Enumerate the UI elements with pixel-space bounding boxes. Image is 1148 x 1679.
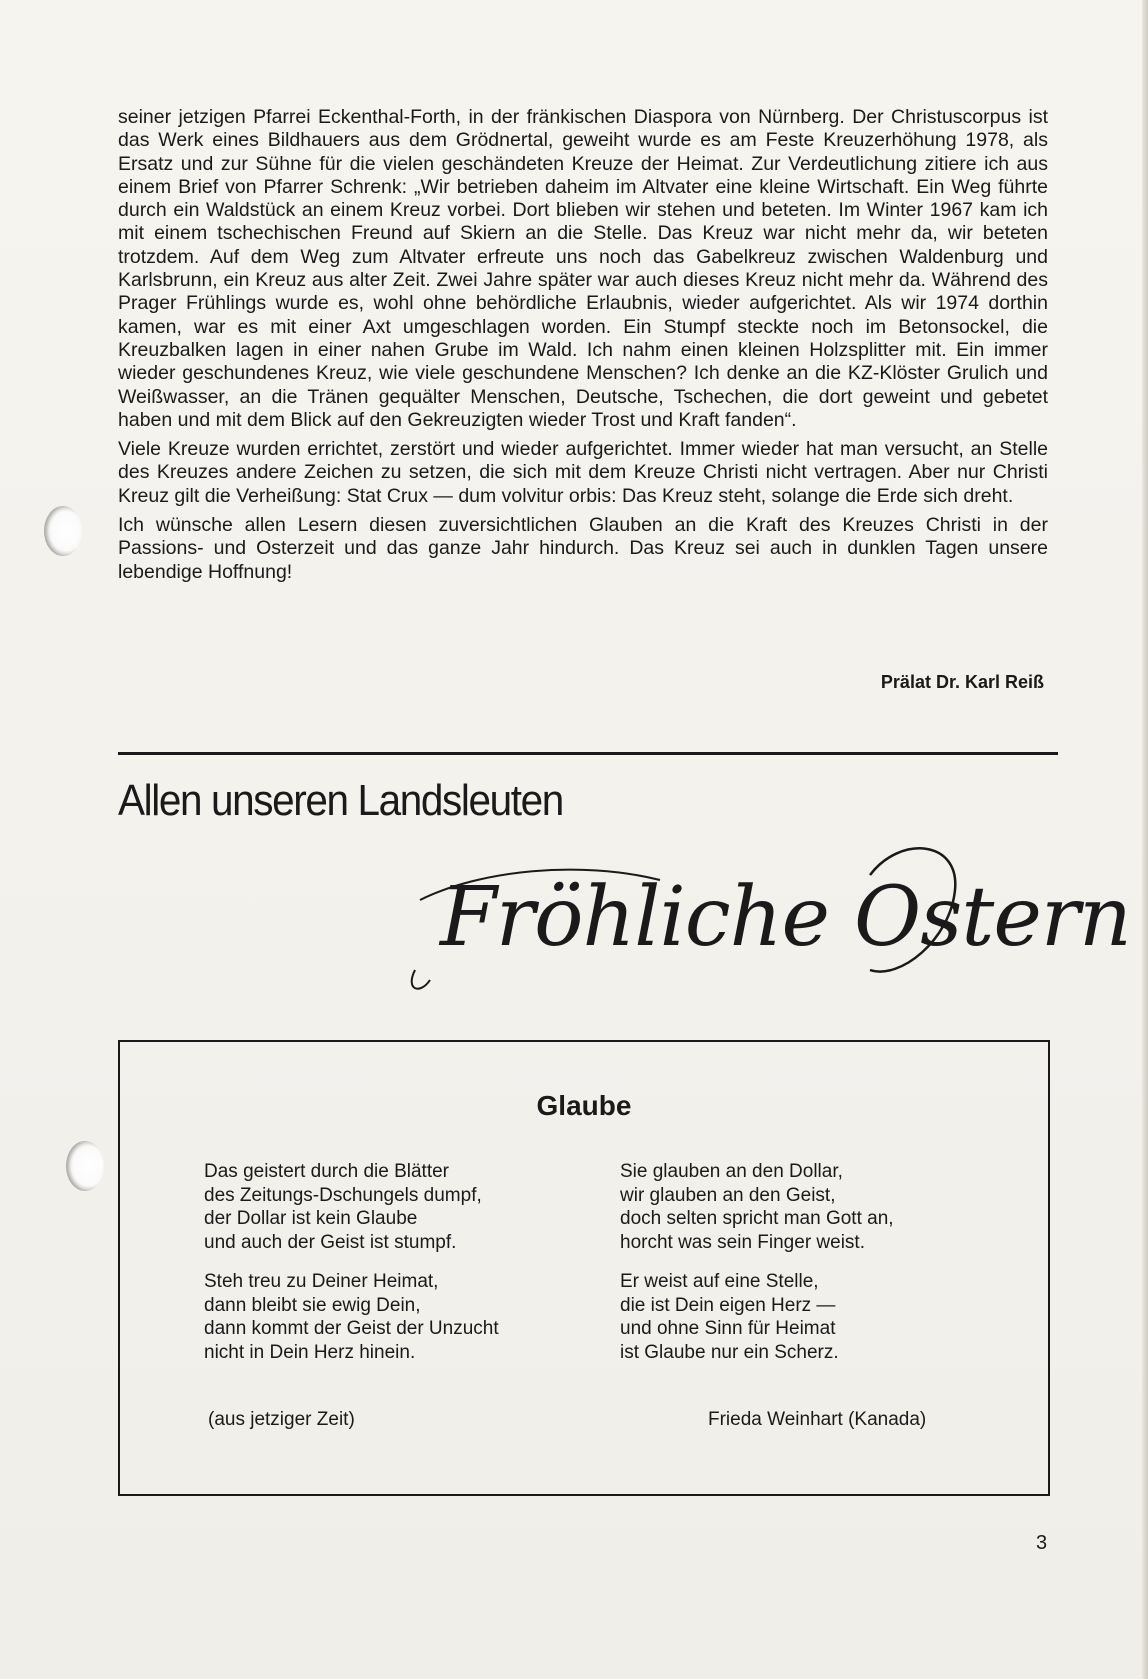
poem-line: und ohne Sinn für Heimat	[620, 1318, 836, 1339]
poem-line: die ist Dein eigen Herz —	[620, 1294, 836, 1316]
greeting-headline: Allen unseren Landsleuten	[118, 776, 563, 825]
article-signature: Prälat Dr. Karl Reiß	[880, 672, 1044, 692]
poem-title: Glaube	[536, 1090, 632, 1121]
poem-box	[118, 1040, 1050, 1496]
poem-line: Steh treu zu Deiner Heimat,	[204, 1271, 439, 1292]
poem-source-note: (aus jetziger Zeit)	[208, 1409, 355, 1430]
page-number: 3	[1036, 1532, 1048, 1554]
poem-column-right	[620, 1160, 1020, 1380]
poem-column-left	[204, 1160, 584, 1380]
poem-line: horcht was sein Finger weist.	[620, 1231, 865, 1253]
poem-line: Er weist auf eine Stelle,	[620, 1271, 819, 1292]
poem-stanza	[620, 1270, 1020, 1364]
page-edge	[1142, 0, 1148, 1679]
poem-line: des Zeitungs-Dschungels dumpf,	[204, 1184, 482, 1206]
poem-line: nicht in Dein Herz hinein.	[204, 1341, 416, 1363]
article-paragraph-1: seiner jetzigen Pfarrei Eckenthal-Forth, in der fränkischen Diaspora von Nürnberg. Der Christuscorpus ist das Werk eines Bildhauers aus dem Grödnertal, geweiht wurde es am Feste Kreuzerhöhung 1978, als Ersatz und zur Sühne für die vielen geschändeten Kreuze der Heimat. Zur Verdeutlichung zitiere ich aus einem Brief von Pfarrer Schrenk: „Wir betrieben daheim im Altvater eine kleine Wirtschaft. Ein Weg führte durch ein Waldstück an einem Kreuz vorbei. Dort blieben wir stehen und beteten. Im Winter 1967 kam ich mit einem tschechischen Freund auf Skiern an die Stelle. Das Kreuz war nicht mehr da, wir beteten trotzdem. Auf dem Weg zum Altvater erfreute uns noch das Gabelkreuz zwischen Waldenburg und Karlsbrunn, ein Kreuz aus alter Zeit. Zwei Jahre später war auch dieses Kreuz nicht mehr da. Während des Prager Frühlings wurde es, wohl ohne behördliche Erlaubnis, wieder aufgerichtet. Als wir 1974 dorthin kamen, war es mit einer Axt umgeschlagen worden. Ein Stumpf steckte noch im Betonsockel, die Kreuzbalken lagen in einer nahen Grube im Wald. Ich nahm einen kleinen Holzsplitter mit. Ein immer wieder geschundenes Kreuz, wie viele geschundene Menschen? Ich denke an die KZ-Klöster Grulich und Weißwasser, an die Tränen gequälter Menschen, Deutsche, Tschechen, die dort geweint und gebetet haben und mit dem Blick auf den Gekreuzigten wieder Trost und Kraft fanden“.	[118, 106, 1048, 431]
punch-hole-top	[44, 506, 82, 556]
poem-author: Frieda Weinhart (Kanada)	[708, 1409, 927, 1430]
article-paragraph-2: Viele Kreuze wurden errichtet, zerstört und wieder aufgerichtet. Immer wieder hat man versucht, an Stelle des Kreuzes andere Zeichen zu setzen, die sich mit dem Kreuze Christi nicht vertragen. Aber nur Christi Kreuz gilt die Verheißung: Stat Crux — dum volvitur orbis: Das Kreuz steht, solange die Erde sich dreht.	[118, 438, 1048, 507]
section-divider	[118, 752, 1058, 755]
poem-line: ist Glaube nur ein Scherz.	[620, 1341, 839, 1363]
poem-stanza	[204, 1270, 584, 1364]
poem-line: dann bleibt sie ewig Dein,	[204, 1294, 421, 1316]
easter-greeting-lettering	[400, 830, 1131, 1010]
poem-stanza	[204, 1160, 584, 1254]
poem-line: und auch der Geist ist stumpf.	[204, 1231, 457, 1253]
easter-script-text: Fröhliche Ostern	[440, 870, 1131, 965]
poem-line: der Dollar ist kein Glaube	[204, 1208, 418, 1229]
poem-line: dann kommt der Geist der Unzucht	[204, 1318, 499, 1339]
poem-line: wir glauben an den Geist,	[620, 1184, 836, 1206]
article-body	[118, 106, 1048, 590]
poem-line: Das geistert durch die Blätter	[204, 1161, 450, 1182]
poem-stanza	[620, 1160, 1020, 1254]
punch-hole-bottom	[66, 1141, 104, 1191]
poem-line: Sie glauben an den Dollar,	[620, 1161, 843, 1182]
poem-line: doch selten spricht man Gott an,	[620, 1208, 894, 1229]
article-paragraph-3: Ich wünsche allen Lesern diesen zuversichtlichen Glauben an die Kraft des Kreuzes Christi in der Passions- und Osterzeit und das ganze Jahr hindurch. Das Kreuz sei auch in dunklen Tagen unsere lebendige Hoffnung!	[118, 514, 1048, 583]
